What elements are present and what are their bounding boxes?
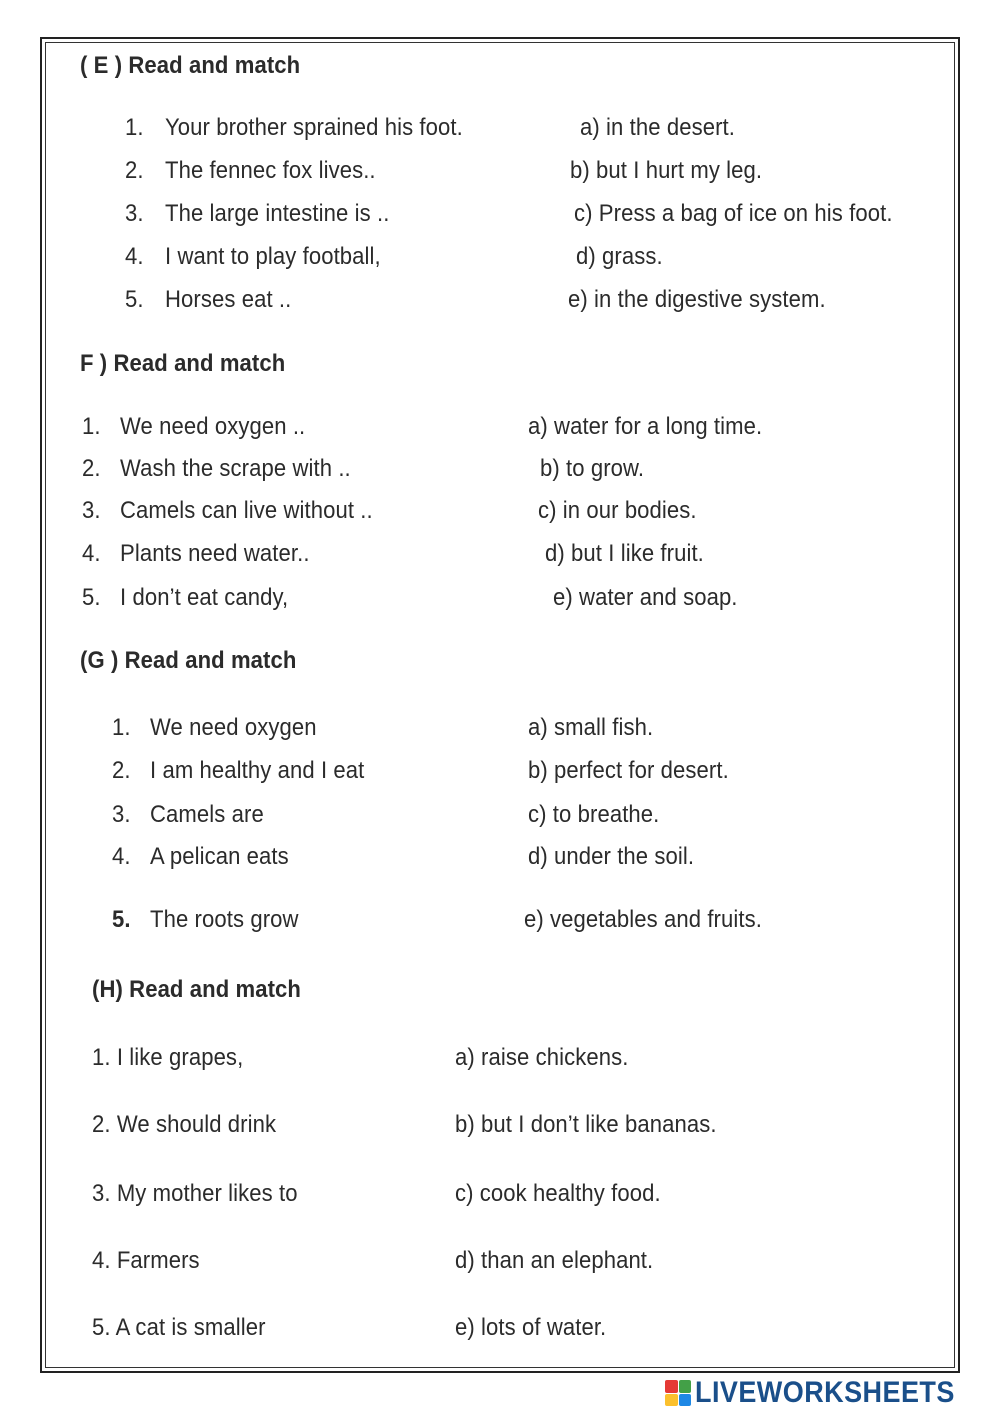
section-f-title: F ) Read and match [80, 350, 286, 377]
section-e-left-num-1: 1. [125, 114, 144, 141]
section-f-left-num-4: 4. [82, 540, 101, 567]
section-f-left-5: I don’t eat candy, [120, 584, 289, 611]
section-g-left-num-5: 5. [112, 906, 131, 933]
section-e-right-e: e) in the digestive system. [568, 286, 826, 313]
section-e-left-3: The large intestine is .. [165, 200, 390, 227]
section-e-left-4: I want to play football, [165, 243, 381, 270]
section-e-left-num-2: 2. [125, 157, 144, 184]
section-g-right-d: d) under the soil. [528, 843, 695, 870]
section-f-left-2: Wash the scrape with .. [120, 455, 351, 482]
section-h-title: (H) Read and match [92, 976, 301, 1003]
section-f-left-num-5: 5. [82, 584, 101, 611]
section-e-left-num-3: 3. [125, 200, 144, 227]
section-g-left-num-1: 1. [112, 714, 131, 741]
section-e-right-a: a) in the desert. [580, 114, 735, 141]
section-h-right-a: a) raise chickens. [455, 1044, 629, 1071]
section-f-left-num-1: 1. [82, 413, 101, 440]
section-h-left-4: 4. Farmers [92, 1247, 200, 1274]
liveworksheets-watermark [665, 1376, 990, 1410]
section-f-left-1: We need oxygen .. [120, 413, 306, 440]
section-g-title: (G ) Read and match [80, 647, 297, 674]
section-e-left-1: Your brother sprained his foot. [165, 114, 463, 141]
section-h-right-c: c) cook healthy food. [455, 1180, 661, 1207]
section-h-right-b: b) but I don’t like bananas. [455, 1111, 717, 1138]
logo-square-yellow [665, 1394, 678, 1407]
section-e-right-d: d) grass. [576, 243, 663, 270]
section-g-left-num-2: 2. [112, 757, 131, 784]
section-g-left-5: The roots grow [150, 906, 299, 933]
section-g-right-a: a) small fish. [528, 714, 654, 741]
section-h-left-3: 3. My mother likes to [92, 1180, 298, 1207]
brand-name: LIVEWORKSHEETS [695, 1376, 955, 1409]
section-f-right-e: e) water and soap. [553, 584, 738, 611]
logo-square-blue [679, 1394, 692, 1407]
section-g-left-1: We need oxygen [150, 714, 317, 741]
section-e-right-c: c) Press a bag of ice on his foot. [574, 200, 893, 227]
section-e-title: ( E ) Read and match [80, 52, 301, 79]
section-h-left-1: 1. I like grapes, [92, 1044, 244, 1071]
section-g-right-b: b) perfect for desert. [528, 757, 729, 784]
section-e-left-num-4: 4. [125, 243, 144, 270]
section-h-right-d: d) than an elephant. [455, 1247, 654, 1274]
section-e-right-b: b) but I hurt my leg. [570, 157, 763, 184]
section-f-right-a: a) water for a long time. [528, 413, 763, 440]
section-h-left-5: 5. A cat is smaller [92, 1314, 266, 1341]
section-f-left-num-2: 2. [82, 455, 101, 482]
section-f-right-b: b) to grow. [540, 455, 645, 482]
section-g-left-num-4: 4. [112, 843, 131, 870]
section-g-left-3: Camels are [150, 801, 264, 828]
section-f-left-num-3: 3. [82, 497, 101, 524]
liveworksheets-logo-icon [665, 1380, 691, 1406]
section-g-left-2: I am healthy and I eat [150, 757, 365, 784]
section-g-right-e: e) vegetables and fruits. [524, 906, 762, 933]
section-e-left-2: The fennec fox lives.. [165, 157, 376, 184]
section-h-right-e: e) lots of water. [455, 1314, 607, 1341]
section-f-right-d: d) but I like fruit. [545, 540, 704, 567]
section-e-left-num-5: 5. [125, 286, 144, 313]
logo-square-green [679, 1380, 692, 1393]
section-f-left-4: Plants need water.. [120, 540, 310, 567]
section-f-left-3: Camels can live without .. [120, 497, 373, 524]
section-e-left-5: Horses eat .. [165, 286, 292, 313]
section-f-right-c: c) in our bodies. [538, 497, 697, 524]
section-g-left-4: A pelican eats [150, 843, 289, 870]
logo-square-red [665, 1380, 678, 1393]
section-h-left-2: 2. We should drink [92, 1111, 277, 1138]
page-border-inner [45, 42, 955, 1368]
section-g-right-c: c) to breathe. [528, 801, 660, 828]
section-g-left-num-3: 3. [112, 801, 131, 828]
